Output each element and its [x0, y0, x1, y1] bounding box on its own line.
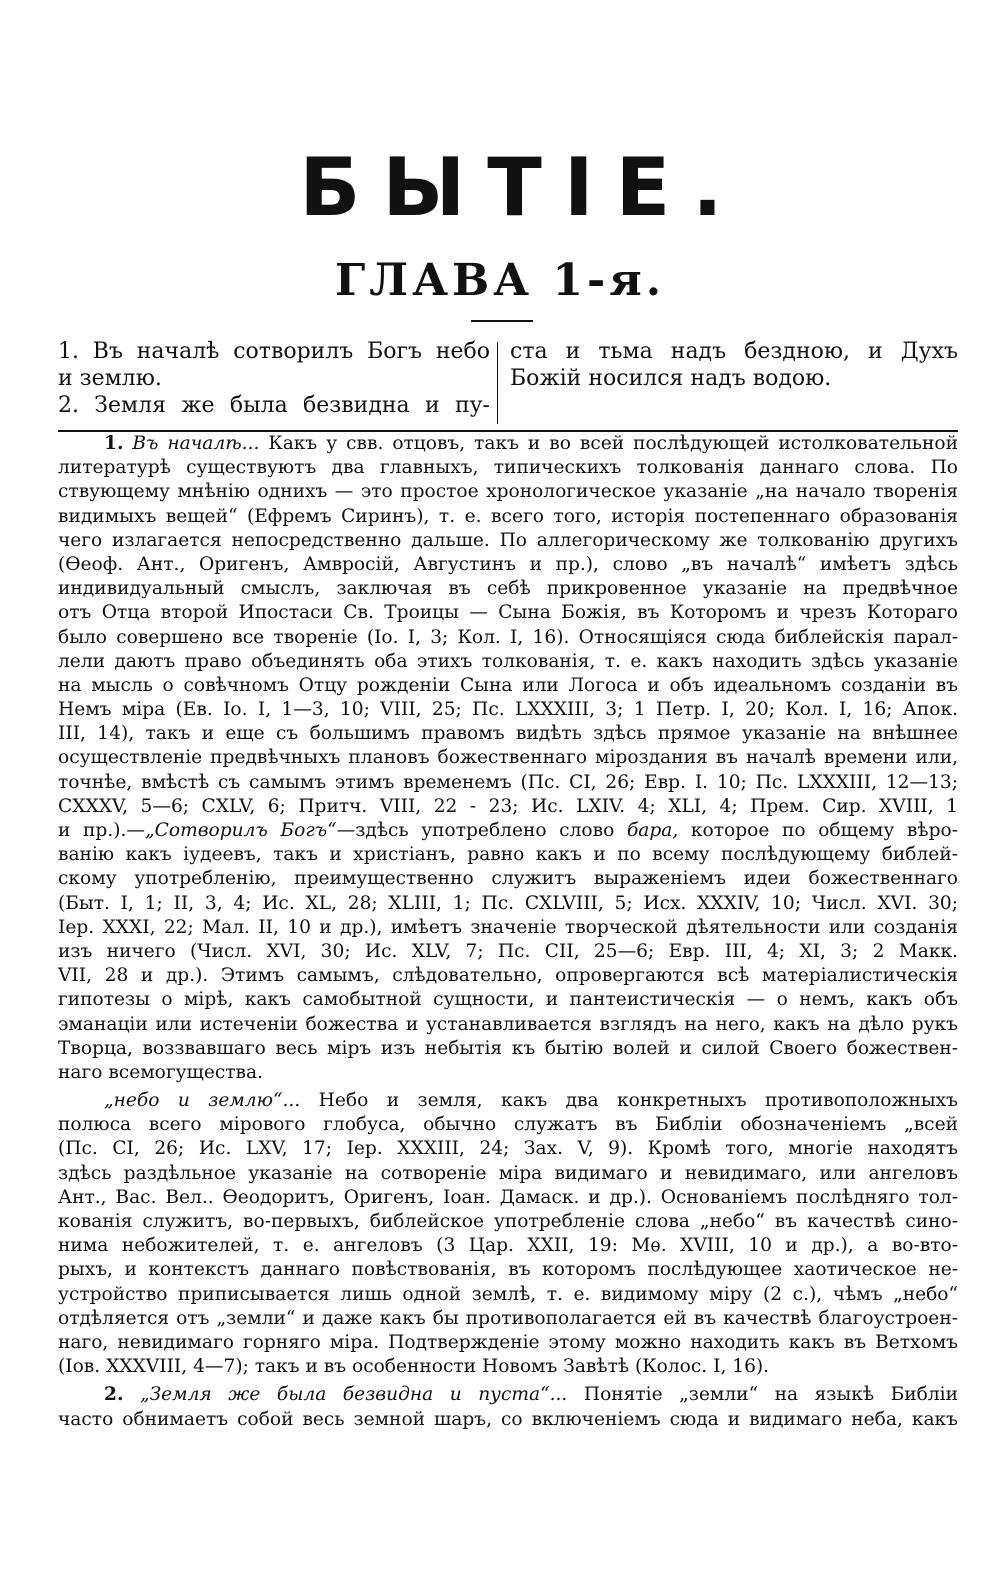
commentary-line: видимыхъ вещей“ (Ефремъ Сиринъ), т. е. всего того, исторія постепеннаго образованія	[58, 505, 958, 527]
commentary-line: VII, 28 и др.). Этимъ самымъ, слѣдовательно, опровергаются всѣ матеріалистическія	[58, 965, 958, 987]
commentary-line: здѣсь раздѣльное указаніе на сотвореніе міра видимаго и невидимаго, или ангеловъ	[58, 1162, 958, 1184]
commentary-line: литературѣ существуютъ два главныхъ, типическихъ толкованія даннаго слова. По	[58, 457, 958, 479]
commentary-line: наго, невидимаго горняго міра. Подтвержденіе этому можно находить какъ въ Ветхомъ	[58, 1331, 958, 1353]
commentary-line: Творца, воззвавшаго весь міръ изъ небытія къ бытію волей и силой Своего божествен-	[58, 1037, 958, 1059]
lemma: „Сотворилъ Богъ“	[145, 820, 337, 841]
commentary-line: скому употребленію, преимущественно служитъ выраженіемъ идеи божественнаго	[58, 868, 958, 890]
verse-line: 2. Земля же была безвидна и пу-	[58, 393, 490, 418]
commentary-line: было совершено все твореніе (Іо. І, 3; Кол. І, 16). Относящіяся сюда библейскія парал-	[58, 626, 958, 648]
commentary-line: изъ ничего (Числ. XVI, 30; Ис. XLV, 7; Пс. CII, 25—6; Евр. III, 4; XI, 3; 2 Макк.	[58, 940, 958, 962]
verse-number: 2.	[104, 1384, 124, 1406]
commentary-line: Немъ міра (Ев. Іо. І, 1—3, 10; VIII, 25; Пс. LXXXIII, 3; 1 Петр. І, 20; Кол. І, 16; Апок.	[58, 699, 958, 721]
commentary-line: ствующему мнѣнію однихъ — это простое хронологическое указаніе „на начало творенія	[58, 481, 958, 503]
commentary-line: Ант., Вас. Вел.. Өеодоритъ, Оригенъ, Іоан. Дамаск. и др.). Основаніемъ послѣдняго тол-	[58, 1186, 958, 1208]
lemma: „Земля же была безвидна и пуста“...	[139, 1384, 568, 1406]
verse-line: 1. Въ началѣ сотворилъ Богъ небо	[58, 339, 490, 364]
chapter-title: ГЛАВА 1-я.	[334, 255, 666, 306]
verse-line: Божій носился надъ водою.	[510, 366, 832, 391]
commentary-line: „небо и землю“... Небо и земля, какъ два конкретныхъ противоположныхъ	[104, 1090, 958, 1112]
column-divider	[497, 342, 498, 424]
commentary-line: индивидуальный смыслъ, заключая въ себѣ прикровенное указаніе на предвѣчное	[58, 578, 958, 600]
commentary-line: и пр.).—„Сотворилъ Богъ“—здѣсь употреблено слово бара, которое по общему вѣро-	[58, 820, 958, 841]
commentary-line: точнѣе, вмѣстѣ съ самымъ этимъ временемъ (Пс. CI, 26; Евр. І. 10; Пс. LXXXIII, 12—13;	[58, 771, 958, 793]
commentary-line: на мысль о совѣчномъ Отцу рожденіи Сына или Логоса и объ идеальномъ созданіи въ	[58, 674, 958, 696]
verse-line: ста и тьма надъ бездною, и Духъ	[510, 339, 958, 364]
commentary-line: 1. Въ началѣ... Какъ у свв. отцовъ, такъ и во всей послѣдующей истолковательной	[104, 433, 958, 454]
commentary-line: отдѣляется отъ „земли“ и даже какъ бы противополагается ей въ качествѣ благоустроен-	[58, 1307, 958, 1329]
commentary-line: (Іов. XXXVIII, 4—7); такъ и въ особенности Новомъ Завѣтѣ (Колос. І, 16).	[58, 1356, 770, 1378]
commentary-line: наго всемогущества.	[58, 1061, 264, 1083]
verse-block	[58, 338, 958, 426]
commentary-line: (Пс. CI, 26; Ис. LXV, 17; Іер. XXXIII, 24; Зах. V, 9). Кромѣ того, многіе находятъ	[58, 1138, 958, 1160]
commentary-line: III, 14), такъ и еще съ большимъ правомъ видѣть здѣсь прямое указаніе на внѣшнее	[58, 723, 958, 745]
commentary-line: лели даютъ право объединять оба этихъ толкованія, т. е. какъ находить здѣсь указаніе	[58, 650, 958, 672]
lemma: Въ началѣ...	[132, 433, 260, 454]
chapter-divider	[471, 320, 533, 322]
commentary-line: гипотезы о мірѣ, какъ самобытной сущности, и пантеистическія — о немъ, какъ объ	[58, 989, 958, 1011]
commentary-line: (Өеоф. Ант., Оригенъ, Амвросій, Августинъ и пр.), слово „въ началѣ“ имѣетъ здѣсь	[58, 553, 958, 575]
commentary-line: рыхъ, и контекстъ даннаго повѣствованія, въ которомъ послѣдующее хаотическое не-	[58, 1259, 958, 1281]
commentary-line: чего излагается непосредственно дальше. По аллегорическому же толкованію другихъ	[58, 529, 958, 551]
hebrew-term: бара,	[626, 820, 679, 841]
commentary-line: нима небожителей, т. е. ангеловъ (3 Цар. XXII, 19: Мѳ. XVIII, 10 и др.), а во-вто-	[58, 1235, 958, 1257]
commentary-line: кованія служитъ, во-первыхъ, библейское употребленіе слова „небо“ въ качествѣ сино-	[58, 1211, 958, 1232]
verse-column-right	[510, 338, 958, 392]
commentary-line: осуществленіе предвѣчныхъ плановъ божественнаго міроздания въ началѣ времени или,	[58, 747, 958, 769]
commentary-line: 2. „Земля же была безвидна и пуста“... Понятіе „земли“ на языкѣ Библіи	[104, 1384, 958, 1406]
commentary-line: устройство приписывается лишь одной землѣ, т. е. видимому міру (2 с.), чѣмъ „небо“	[58, 1283, 958, 1305]
verse-line: и землю.	[58, 366, 162, 391]
commentary-line: Іер. XXXI, 22; Мал. II, 10 и др.), имѣетъ значеніе творческой дѣятельности или созданія	[58, 916, 958, 938]
verse-column-left	[58, 338, 490, 419]
book-title: БЫТІЕ.	[299, 141, 745, 234]
commentary-line: ванію какъ іудеевъ, такъ и христіанъ, равно какъ и по всему послѣдующему библей-	[58, 844, 958, 866]
commentary	[58, 432, 958, 1432]
commentary-line: полюса всего мірового глобуса, обычно служатъ въ Библіи обозначеніемъ „всей	[58, 1114, 958, 1136]
lemma: „небо и землю“...	[104, 1090, 301, 1112]
commentary-line: отъ Отца второй Ипостаси Св. Троицы — Сына Божія, въ Которомъ и чрезъ Котораго	[58, 602, 958, 624]
verse-number: 1.	[104, 433, 124, 454]
commentary-line: CXXXV, 5—6; CXLV, 6; Притч. VIII, 22 - 23; Ис. LXIV. 4; XLI, 4; Прем. Сир. XVIII, 1	[58, 795, 958, 817]
commentary-line: часто обнимаетъ собой весь земной шаръ, со включеніемъ сюда и видимаго неба, какъ	[58, 1408, 958, 1430]
commentary-line: (Быт. І, 1; II, 3, 4; Ис. XL, 28; XLIII, 1; Пс. CXLVIII, 5; Исх. XXXIV, 10; Числ. XVI. 30;	[58, 892, 958, 914]
commentary-line: эманаціи или истеченіи божества и устанавливается взглядъ на него, какъ на дѣло рукъ	[58, 1013, 958, 1035]
